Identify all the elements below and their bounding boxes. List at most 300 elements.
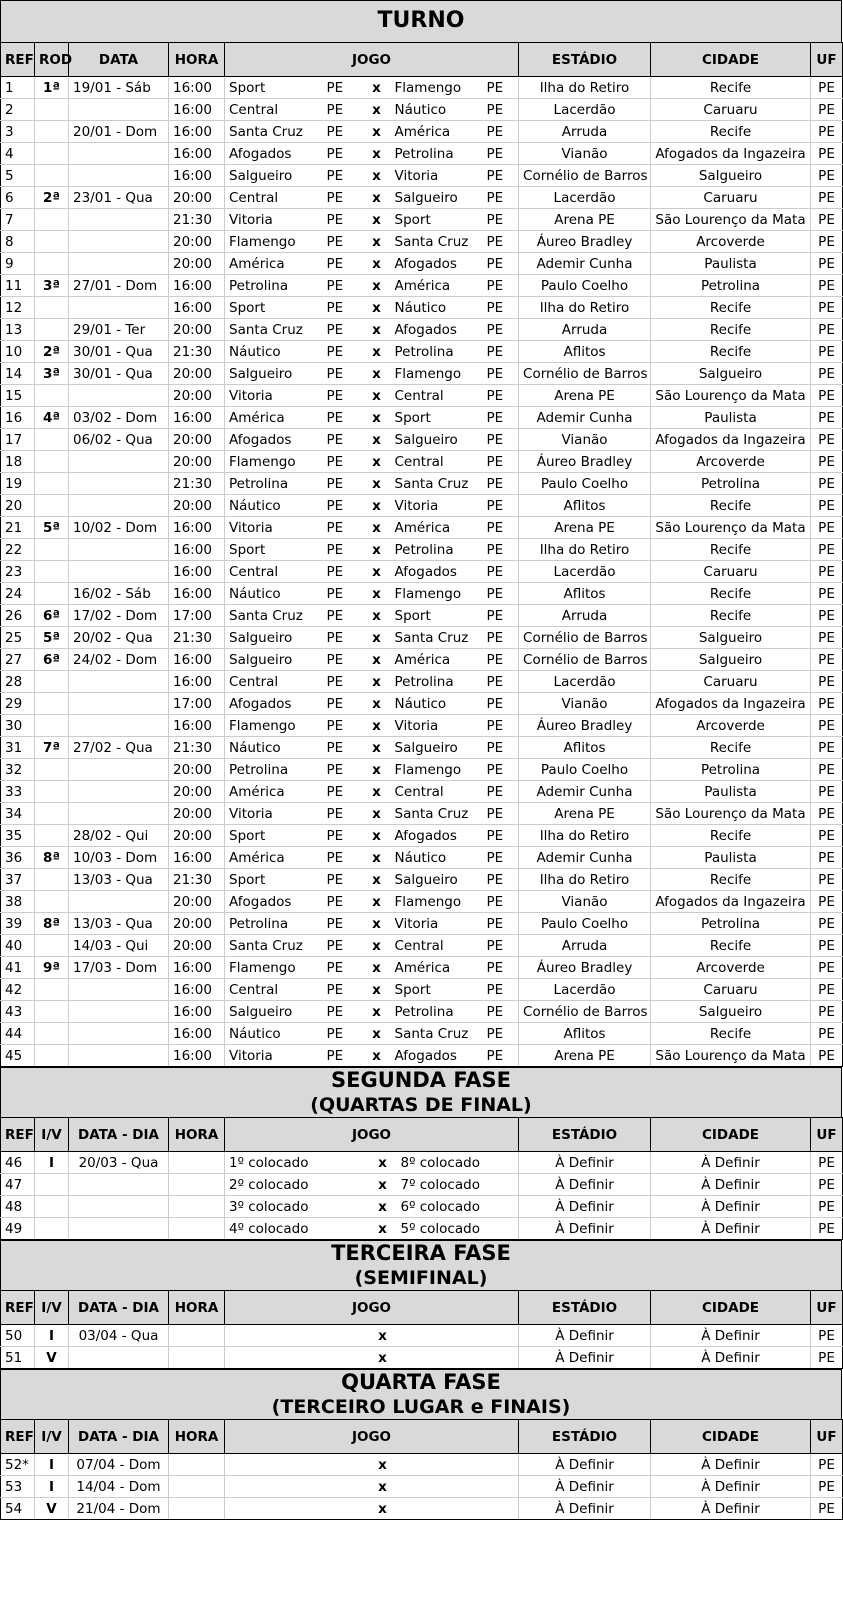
match-round — [35, 583, 69, 605]
match-row — [1, 275, 843, 297]
match-round — [35, 869, 69, 891]
versus-mark: x — [363, 1023, 391, 1045]
state: PE — [811, 583, 843, 605]
stadium: Vianão — [519, 693, 651, 715]
match-time: 21:30 — [169, 473, 225, 495]
phase-title — [0, 1369, 842, 1419]
match-leg — [35, 1196, 69, 1218]
home-team: Náutico — [225, 341, 323, 363]
phase-match-row — [1, 1218, 843, 1240]
versus-mark: x — [369, 1196, 397, 1218]
phase-table — [0, 1419, 843, 1520]
match-time: 20:00 — [169, 913, 225, 935]
match-row — [1, 957, 843, 979]
home-team: Náutico — [225, 495, 323, 517]
stadium: Aflitos — [519, 737, 651, 759]
away-team-uf: PE — [483, 1001, 519, 1023]
home-team: Sport — [225, 539, 323, 561]
header-data-dia: DATA - DIA — [69, 1118, 169, 1152]
match-round: 5ª — [35, 517, 69, 539]
match-ref: 24 — [1, 583, 35, 605]
stadium: Lacerdão — [519, 561, 651, 583]
match-round: 1ª — [35, 77, 69, 99]
stadium: À Definir — [519, 1476, 651, 1498]
state: PE — [811, 473, 843, 495]
away-team: Petrolina — [391, 143, 483, 165]
match-round — [35, 715, 69, 737]
match-time: 16:00 — [169, 1045, 225, 1067]
stadium: Áureo Bradley — [519, 231, 651, 253]
phase-subtitle: (TERCEIRO LUGAR e FINAIS) — [271, 1396, 571, 1418]
state: PE — [811, 1174, 843, 1196]
state: PE — [811, 561, 843, 583]
versus-mark: x — [363, 341, 391, 363]
stadium: Vianão — [519, 891, 651, 913]
match-ref: 46 — [1, 1152, 35, 1174]
match-date — [69, 385, 169, 407]
away-slot — [397, 1498, 519, 1520]
city: Caruaru — [651, 979, 811, 1001]
match-date: 16/02 - Sáb — [69, 583, 169, 605]
state: PE — [811, 187, 843, 209]
stadium: Lacerdão — [519, 979, 651, 1001]
city: Recife — [651, 1023, 811, 1045]
match-round — [35, 495, 69, 517]
match-row — [1, 165, 843, 187]
stadium: À Definir — [519, 1152, 651, 1174]
match-row — [1, 935, 843, 957]
match-ref: 43 — [1, 1001, 35, 1023]
city: Paulista — [651, 781, 811, 803]
versus-mark: x — [369, 1347, 397, 1369]
home-slot: 2º colocado — [225, 1174, 369, 1196]
stadium: Ilha do Retiro — [519, 77, 651, 99]
match-ref: 31 — [1, 737, 35, 759]
city: Recife — [651, 869, 811, 891]
match-time: 21:30 — [169, 209, 225, 231]
home-team: Vitoria — [225, 385, 323, 407]
versus-mark: x — [363, 737, 391, 759]
stadium: Ilha do Retiro — [519, 297, 651, 319]
home-team-uf: PE — [323, 253, 363, 275]
home-team: Sport — [225, 825, 323, 847]
city: São Lourenço da Mata — [651, 517, 811, 539]
header-estadio: ESTÁDIO — [519, 1420, 651, 1454]
match-time: 16:00 — [169, 121, 225, 143]
home-team-uf: PE — [323, 473, 363, 495]
match-row — [1, 869, 843, 891]
match-row — [1, 297, 843, 319]
away-team-uf: PE — [483, 957, 519, 979]
versus-mark: x — [369, 1152, 397, 1174]
match-time: 16:00 — [169, 671, 225, 693]
city: São Lourenço da Mata — [651, 209, 811, 231]
versus-mark: x — [363, 121, 391, 143]
home-team: Salgueiro — [225, 363, 323, 385]
home-team-uf: PE — [323, 847, 363, 869]
city: Caruaru — [651, 99, 811, 121]
match-leg: V — [35, 1347, 69, 1369]
away-slot: 8º colocado — [397, 1152, 519, 1174]
state: PE — [811, 1001, 843, 1023]
away-team-uf: PE — [483, 693, 519, 715]
header-iv: I/V — [35, 1118, 69, 1152]
match-round: 5ª — [35, 627, 69, 649]
away-team: Afogados — [391, 319, 483, 341]
match-row — [1, 781, 843, 803]
state: PE — [811, 649, 843, 671]
city: À Definir — [651, 1498, 811, 1520]
header-uf: UF — [811, 1291, 843, 1325]
away-team-uf: PE — [483, 385, 519, 407]
match-time: 20:00 — [169, 825, 225, 847]
match-date — [69, 1023, 169, 1045]
away-team: Náutico — [391, 297, 483, 319]
home-team: Salgueiro — [225, 649, 323, 671]
match-ref: 9 — [1, 253, 35, 275]
match-row — [1, 693, 843, 715]
match-round — [35, 935, 69, 957]
header-data-dia: DATA - DIA — [69, 1291, 169, 1325]
match-ref: 26 — [1, 605, 35, 627]
phases-container — [0, 1067, 842, 1520]
match-ref: 7 — [1, 209, 35, 231]
away-team-uf: PE — [483, 781, 519, 803]
state: PE — [811, 825, 843, 847]
away-team: Santa Cruz — [391, 231, 483, 253]
match-leg: I — [35, 1325, 69, 1347]
turno-header-row — [1, 43, 843, 77]
home-team: América — [225, 781, 323, 803]
match-row — [1, 517, 843, 539]
home-team: Santa Cruz — [225, 319, 323, 341]
stadium: À Definir — [519, 1347, 651, 1369]
home-team-uf: PE — [323, 1001, 363, 1023]
versus-mark: x — [363, 231, 391, 253]
city: Caruaru — [651, 561, 811, 583]
away-team-uf: PE — [483, 913, 519, 935]
home-team-uf: PE — [323, 209, 363, 231]
match-ref: 48 — [1, 1196, 35, 1218]
versus-mark: x — [363, 715, 391, 737]
away-team: Flamengo — [391, 891, 483, 913]
home-team-uf: PE — [323, 627, 363, 649]
phase-table — [0, 1117, 843, 1240]
home-team-uf: PE — [323, 517, 363, 539]
city: Arcoverde — [651, 715, 811, 737]
city: À Definir — [651, 1454, 811, 1476]
versus-mark: x — [363, 77, 391, 99]
match-ref: 12 — [1, 297, 35, 319]
match-row — [1, 187, 843, 209]
phase-match-row — [1, 1196, 843, 1218]
match-ref: 1 — [1, 77, 35, 99]
home-team: Afogados — [225, 693, 323, 715]
state: PE — [811, 297, 843, 319]
phase-header-row — [1, 1420, 843, 1454]
match-round — [35, 451, 69, 473]
match-round: 3ª — [35, 363, 69, 385]
city: Paulista — [651, 847, 811, 869]
match-date: 30/01 - Qua — [69, 341, 169, 363]
match-ref: 3 — [1, 121, 35, 143]
away-team: Afogados — [391, 253, 483, 275]
away-team: Flamengo — [391, 759, 483, 781]
away-team: Central — [391, 451, 483, 473]
match-date: 28/02 - Qui — [69, 825, 169, 847]
city: À Definir — [651, 1152, 811, 1174]
phase-title-text: SEGUNDA FASE — [331, 1068, 511, 1092]
away-slot — [397, 1347, 519, 1369]
home-slot — [225, 1347, 369, 1369]
versus-mark: x — [369, 1174, 397, 1196]
away-team: Santa Cruz — [391, 473, 483, 495]
away-team-uf: PE — [483, 979, 519, 1001]
match-round: 3ª — [35, 275, 69, 297]
match-time: 16:00 — [169, 649, 225, 671]
match-round — [35, 231, 69, 253]
home-team-uf: PE — [323, 451, 363, 473]
match-row — [1, 671, 843, 693]
home-team-uf: PE — [323, 385, 363, 407]
away-team-uf: PE — [483, 935, 519, 957]
home-team: Sport — [225, 77, 323, 99]
match-ref: 4 — [1, 143, 35, 165]
phase-match-row — [1, 1174, 843, 1196]
versus-mark: x — [369, 1218, 397, 1240]
stadium: À Definir — [519, 1454, 651, 1476]
versus-mark: x — [363, 297, 391, 319]
match-round — [35, 165, 69, 187]
match-time: 20:00 — [169, 363, 225, 385]
home-slot: 1º colocado — [225, 1152, 369, 1174]
versus-mark: x — [363, 781, 391, 803]
state: PE — [811, 99, 843, 121]
match-ref: 34 — [1, 803, 35, 825]
versus-mark: x — [369, 1454, 397, 1476]
home-team-uf: PE — [323, 715, 363, 737]
away-team: Flamengo — [391, 363, 483, 385]
match-date: 20/02 - Qua — [69, 627, 169, 649]
match-time: 16:00 — [169, 77, 225, 99]
away-team-uf: PE — [483, 253, 519, 275]
match-date — [69, 781, 169, 803]
match-time: 16:00 — [169, 979, 225, 1001]
home-team: Santa Cruz — [225, 121, 323, 143]
city: Petrolina — [651, 913, 811, 935]
home-team-uf: PE — [323, 99, 363, 121]
match-round — [35, 671, 69, 693]
home-team-uf: PE — [323, 759, 363, 781]
home-team-uf: PE — [323, 429, 363, 451]
stadium: Ademir Cunha — [519, 253, 651, 275]
match-date — [69, 99, 169, 121]
stadium: Arena PE — [519, 517, 651, 539]
header-cidade: CIDADE — [651, 1118, 811, 1152]
match-ref: 32 — [1, 759, 35, 781]
phase-match-row — [1, 1454, 843, 1476]
home-team-uf: PE — [323, 583, 363, 605]
versus-mark: x — [363, 473, 391, 495]
match-row — [1, 627, 843, 649]
city: Caruaru — [651, 671, 811, 693]
home-team: Flamengo — [225, 957, 323, 979]
state: PE — [811, 1218, 843, 1240]
city: Salgueiro — [651, 649, 811, 671]
home-team-uf: PE — [323, 231, 363, 253]
match-ref: 2 — [1, 99, 35, 121]
state: PE — [811, 803, 843, 825]
home-slot — [225, 1325, 369, 1347]
match-ref: 23 — [1, 561, 35, 583]
state: PE — [811, 539, 843, 561]
match-date — [69, 561, 169, 583]
away-team-uf: PE — [483, 649, 519, 671]
away-team: Flamengo — [391, 583, 483, 605]
away-team-uf: PE — [483, 165, 519, 187]
match-ref: 40 — [1, 935, 35, 957]
match-round: 2ª — [35, 187, 69, 209]
stadium: Áureo Bradley — [519, 957, 651, 979]
home-team: Flamengo — [225, 231, 323, 253]
match-row — [1, 891, 843, 913]
match-ref: 33 — [1, 781, 35, 803]
match-date — [69, 1347, 169, 1369]
away-team: Santa Cruz — [391, 803, 483, 825]
away-team-uf: PE — [483, 77, 519, 99]
city: Petrolina — [651, 759, 811, 781]
versus-mark: x — [363, 605, 391, 627]
match-row — [1, 385, 843, 407]
away-team-uf: PE — [483, 671, 519, 693]
match-date — [69, 539, 169, 561]
header-uf: UF — [811, 1118, 843, 1152]
match-row — [1, 803, 843, 825]
match-date: 27/01 - Dom — [69, 275, 169, 297]
match-date — [69, 451, 169, 473]
match-round — [35, 891, 69, 913]
city: À Definir — [651, 1476, 811, 1498]
away-team: Central — [391, 935, 483, 957]
match-date — [69, 473, 169, 495]
match-time: 20:00 — [169, 253, 225, 275]
header-hora: HORA — [169, 43, 225, 77]
versus-mark: x — [363, 451, 391, 473]
home-team: Santa Cruz — [225, 605, 323, 627]
away-team-uf: PE — [483, 605, 519, 627]
match-date: 20/03 - Qua — [69, 1152, 169, 1174]
versus-mark: x — [363, 143, 391, 165]
header-cidade: CIDADE — [651, 1420, 811, 1454]
stadium: Cornélio de Barros — [519, 627, 651, 649]
away-slot: 7º colocado — [397, 1174, 519, 1196]
stadium: À Definir — [519, 1218, 651, 1240]
state: PE — [811, 1196, 843, 1218]
match-time: 20:00 — [169, 781, 225, 803]
match-ref: 51 — [1, 1347, 35, 1369]
state: PE — [811, 737, 843, 759]
state: PE — [811, 275, 843, 297]
match-time: 16:00 — [169, 561, 225, 583]
stadium: Cornélio de Barros — [519, 165, 651, 187]
away-team-uf: PE — [483, 341, 519, 363]
stadium: À Definir — [519, 1174, 651, 1196]
match-row — [1, 1023, 843, 1045]
match-row — [1, 231, 843, 253]
away-team: Petrolina — [391, 341, 483, 363]
state: PE — [811, 1045, 843, 1067]
turno-title: TURNO — [0, 0, 842, 42]
state: PE — [811, 495, 843, 517]
match-ref: 27 — [1, 649, 35, 671]
home-team: América — [225, 253, 323, 275]
versus-mark: x — [363, 253, 391, 275]
home-team-uf: PE — [323, 165, 363, 187]
header-hora: HORA — [169, 1291, 225, 1325]
home-team: Afogados — [225, 429, 323, 451]
match-date — [69, 693, 169, 715]
city: Recife — [651, 297, 811, 319]
home-team: Flamengo — [225, 451, 323, 473]
stadium: Ilha do Retiro — [519, 539, 651, 561]
match-date: 07/04 - Dom — [69, 1454, 169, 1476]
versus-mark: x — [363, 825, 391, 847]
header-jogo: JOGO — [225, 43, 519, 77]
match-time: 16:00 — [169, 1001, 225, 1023]
match-ref: 36 — [1, 847, 35, 869]
state: PE — [811, 935, 843, 957]
away-team-uf: PE — [483, 1045, 519, 1067]
state: PE — [811, 913, 843, 935]
home-team: Petrolina — [225, 913, 323, 935]
city: Arcoverde — [651, 451, 811, 473]
home-team-uf: PE — [323, 803, 363, 825]
home-team: Salgueiro — [225, 1001, 323, 1023]
versus-mark: x — [363, 363, 391, 385]
away-team-uf: PE — [483, 737, 519, 759]
home-team-uf: PE — [323, 1023, 363, 1045]
versus-mark: x — [363, 561, 391, 583]
away-team: Náutico — [391, 847, 483, 869]
header-estadio: ESTÁDIO — [519, 1118, 651, 1152]
match-round: 8ª — [35, 913, 69, 935]
stadium: Paulo Coelho — [519, 275, 651, 297]
home-team: Salgueiro — [225, 165, 323, 187]
home-team-uf: PE — [323, 561, 363, 583]
match-ref: 37 — [1, 869, 35, 891]
city: Recife — [651, 583, 811, 605]
phase-table — [0, 1290, 843, 1369]
away-team: Salgueiro — [391, 869, 483, 891]
stadium: Vianão — [519, 143, 651, 165]
away-team: Central — [391, 781, 483, 803]
versus-mark: x — [363, 869, 391, 891]
city: São Lourenço da Mata — [651, 385, 811, 407]
match-round — [35, 561, 69, 583]
versus-mark: x — [363, 759, 391, 781]
match-round — [35, 143, 69, 165]
stadium: Arena PE — [519, 209, 651, 231]
match-date: 14/04 - Dom — [69, 1476, 169, 1498]
away-team-uf: PE — [483, 847, 519, 869]
home-team-uf: PE — [323, 957, 363, 979]
city: Recife — [651, 825, 811, 847]
state: PE — [811, 847, 843, 869]
match-round — [35, 781, 69, 803]
match-row — [1, 825, 843, 847]
match-round — [35, 1001, 69, 1023]
phase-subtitle: (SEMIFINAL) — [354, 1267, 488, 1289]
